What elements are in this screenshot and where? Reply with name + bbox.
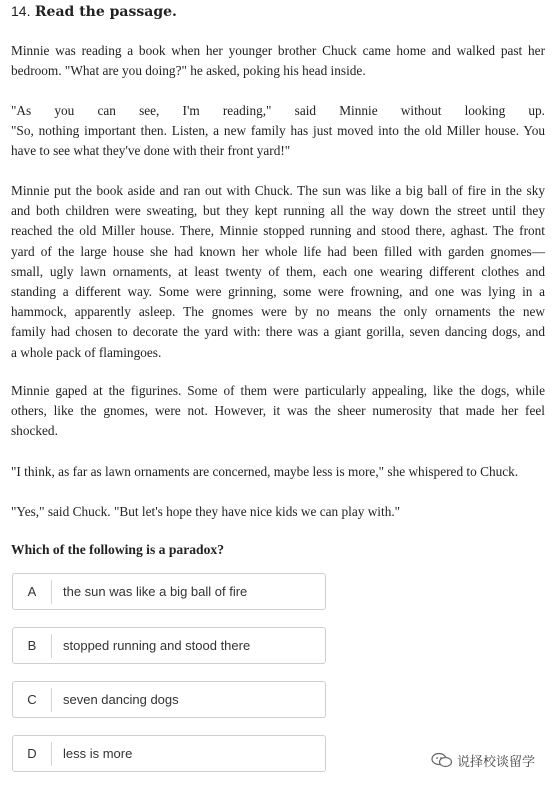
option-c-button[interactable] [12,681,326,718]
option-text: stopped running and stood there [63,638,251,653]
passage-line: "Yes," said Chuck. "But let's hope they have nice kids we can play with." [11,504,401,519]
option-divider [51,580,52,604]
option-divider [51,688,52,712]
passage-paragraph [11,181,545,363]
passage-line: others, like the gnomes, were not. However, it was the sheer numerosity that made her feel [11,403,545,419]
option-letter: A [27,584,37,599]
passage-paragraph [11,41,545,81]
option-divider [51,742,52,766]
option-text: less is more [63,746,133,761]
passage-paragraph [11,462,545,482]
option-b-button[interactable] [12,627,326,664]
watermark [431,747,535,773]
option-letter: B [27,638,37,653]
question-prompt: Which of the following is a paradox? [11,542,224,557]
passage-line: have to see what they've done with their front yard!" [11,143,291,159]
passage-line: standing a different way. Some were grinning, some were frowning, and one was lying in a [11,284,545,300]
passage-line: yard of the large house she had known her whole life had been filled with garden gnomes— [11,243,545,259]
passage-line: and both children were sweating, but they kept running all the way down the street until they [11,203,545,219]
passage-line: Minnie was reading a book when her younger brother Chuck came home and walked past her [11,43,545,58]
passage-paragraph [11,381,545,442]
option-d-button[interactable] [12,735,326,772]
wechat-logo-icon [431,752,453,768]
passage-line: "As you can see, I'm reading," said Minnie without looking up. [11,103,545,118]
passage-line: shocked. [11,423,58,439]
question-number: 14. [11,3,31,19]
passage-line: a whole pack of flamingoes. [11,344,162,360]
option-text: seven dancing dogs [63,692,179,707]
passage-line: "So, nothing important then. Listen, a new family has just moved into the old Miller house. You [11,123,545,139]
option-divider [51,634,52,658]
passage-line: bedroom. "What are you doing?" he asked, poking his head inside. [11,63,366,79]
question-header [11,1,177,22]
passage-paragraph [11,101,545,162]
passage-line: family had chosen to decorate the yard with: there was a giant gorilla, seven dancing dogs, and [11,324,545,340]
passage-line: small, ugly lawn ornaments, at least twenty of them, each one wearing different clothes and [11,263,545,279]
option-letter: C [27,692,37,707]
passage-line: reached the old Miller house. There, Minnie stopped running and stood there, aghast. The front [11,223,545,239]
passage-line: Minnie put the book aside and ran out with Chuck. The sun was like a big ball of fire in the sky [11,183,545,198]
option-a-button[interactable] [12,573,326,610]
watermark-text: 说择校谈留学 [457,754,536,770]
option-letter: D [27,746,37,761]
passage-line: "I think, as far as lawn ornaments are concerned, maybe less is more," she whispered to Chuck. [11,464,519,479]
passage-line: Minnie gaped at the figurines. Some of them were particularly appealing, like the dogs, while [11,383,545,398]
option-text: the sun was like a big ball of fire [63,584,248,599]
question-title: Read the passage. [34,4,177,20]
passage-paragraph [11,502,545,522]
passage-line: hammock, apparently asleep. The gnomes were by no means the only ornaments the new [11,304,545,320]
